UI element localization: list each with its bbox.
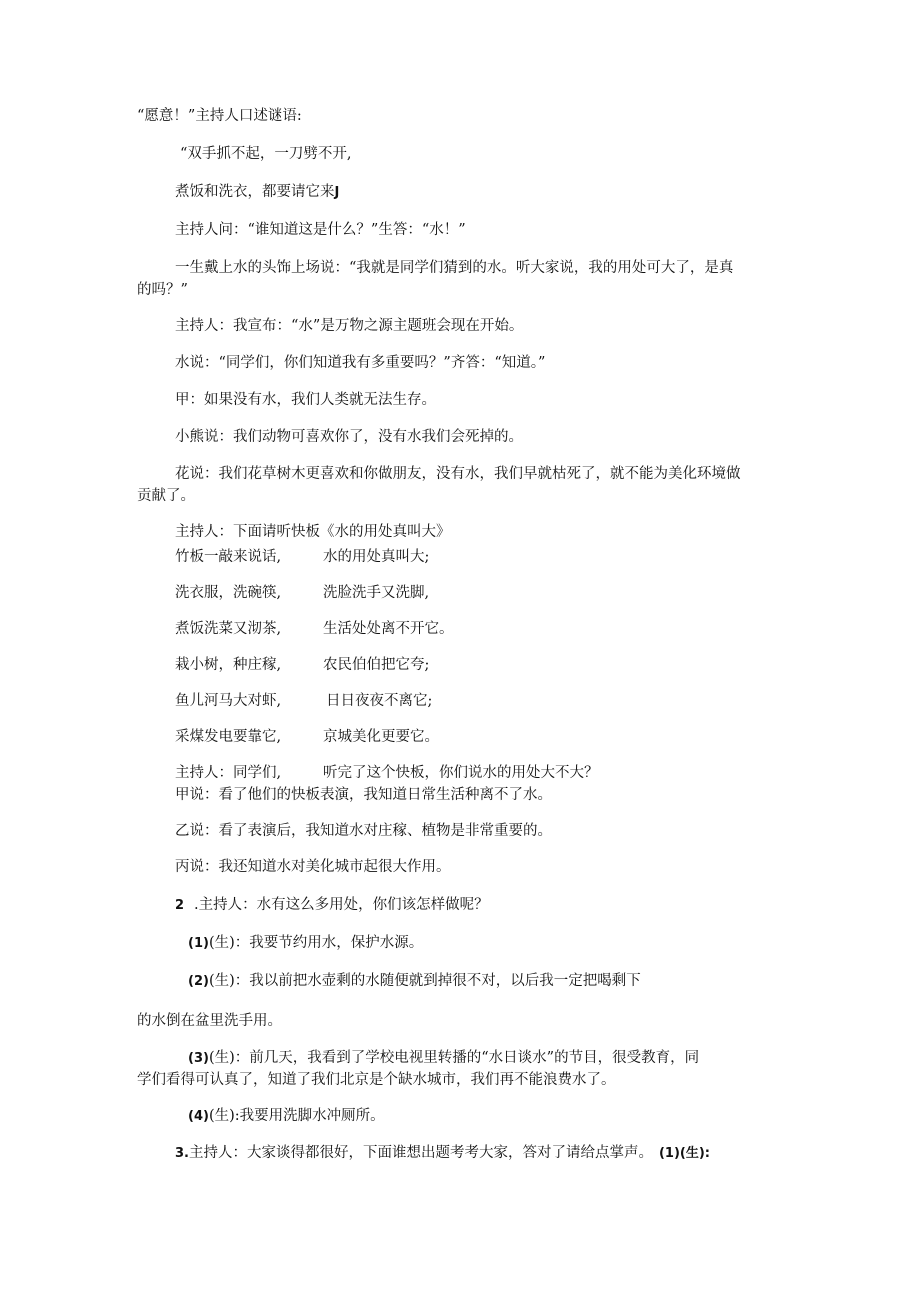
paragraph-host-announce: 主持人：我宣布：“水”是万物之源主题班会现在开始。 [175, 318, 524, 334]
clapper-row [175, 583, 430, 603]
clapper-row [175, 727, 439, 747]
clapper-row [175, 619, 454, 639]
section-number: 2 [175, 898, 185, 913]
answer-number: (4) [188, 1109, 209, 1124]
paragraph-section-2 [175, 895, 489, 916]
clapper-left: 鱼儿河马大对虾, [175, 693, 282, 709]
clapper-left: 洗衣服，洗碗筷, [175, 585, 282, 601]
paragraph-bing-says: 丙说：我还知道水对美化城市起很大作用。 [175, 859, 451, 875]
section-number: 3. [175, 1146, 189, 1161]
clapper-left: 煮饭洗菜又沏茶, [175, 621, 282, 637]
paragraph-jia-says: 甲说：看了他们的快板表演，我知道日常生活种离不了水。 [175, 787, 552, 803]
clapper-right: 水的用处真叫大; [323, 549, 430, 565]
clapper-row [175, 547, 430, 567]
clapper-left: 竹板一敲来说话, [175, 549, 282, 565]
paragraph-answer-2-line-1 [188, 971, 641, 992]
clapper-left: 栽小树，种庄稼, [175, 657, 282, 673]
riddle-line-2-mark: J [334, 185, 340, 200]
answer-text: (生)：我以前把水壶剩的水随便就到掉很不对，以后我一定把喝剩下 [208, 973, 641, 989]
paragraph-host-clapper-intro: 主持人：下面请听快板《水的用处真叫大》 [175, 524, 451, 540]
paragraph-yi-says: 乙说：看了表演后，我知道水对庄稼、植物是非常重要的。 [175, 823, 552, 839]
clapper-right: 京城美化更要它。 [323, 729, 439, 745]
section-text: 主持人：大家谈得都很好，下面谁想出题考考大家，答对了请给点掌声。 [188, 1145, 653, 1161]
riddle-line-2-text: 煮饭和洗衣，都要请它来 [175, 184, 335, 200]
paragraph-section-3 [175, 1143, 710, 1164]
clapper-row [175, 763, 599, 783]
clapper-left: 主持人：同学们, [175, 765, 282, 781]
paragraph-host-question: 主持人问：“谁知道这是什么？”生答：“水！” [175, 222, 466, 238]
answer-number: (2) [188, 974, 209, 989]
section-text: .主持人：水有这么多用处，你们该怎样做呢？ [194, 897, 489, 913]
answer-text: (生)：前几天，我看到了学校电视里转播的“水日谈水”的节目，很受教育，同 [208, 1050, 700, 1066]
paragraph-flower-line-2: 贡献了。 [137, 488, 195, 504]
answer-number: (3) [188, 1051, 209, 1066]
answer-speaker: (生) [208, 1108, 235, 1124]
answer-text: :我要用洗脚水冲厕所。 [234, 1108, 385, 1124]
paragraph-answer-1 [188, 933, 423, 954]
answer-number: (1) [188, 936, 209, 951]
paragraph-water-entrance-line-2: 的吗？” [137, 282, 188, 298]
paragraph-answer-3-line-1 [188, 1048, 699, 1069]
paragraph-riddle-intro: “愿意！”主持人口述谜语: [137, 108, 302, 124]
paragraph-answer-4 [188, 1106, 385, 1127]
paragraph-water-entrance-line-1: 一生戴上水的头饰上场说：“我就是同学们猜到的水。听大家说，我的用处可大了，是真 [175, 260, 734, 276]
clapper-left: 采煤发电要靠它, [175, 729, 282, 745]
paragraph-riddle-line-2 [175, 182, 339, 203]
section-tail: (1)(生): [658, 1146, 710, 1161]
clapper-row [175, 655, 430, 675]
clapper-right: 农民伯伯把它夸; [323, 657, 430, 673]
paragraph-flower-line-1: 花说：我们花草树木更喜欢和你做朋友，没有水，我们早就枯死了，就不能为美化环境做 [175, 466, 741, 482]
clapper-right: 听完了这个快板，你们说水的用处大不大？ [323, 765, 599, 781]
clapper-right: 生活处处离不开它。 [323, 621, 454, 637]
paragraph-answer-3-line-2: 学们看得可认真了，知道了我们北京是个缺水城市，我们再不能浪费水了。 [137, 1072, 616, 1088]
paragraph-riddle-line-1: “双手抓不起，一刀劈不开, [180, 146, 352, 162]
paragraph-answer-2-line-2: 的水倒在盆里洗手用。 [137, 1013, 282, 1029]
paragraph-bear: 小熊说：我们动物可喜欢你了，没有水我们会死掉的。 [175, 429, 523, 445]
paragraph-water-says: 水说：“同学们，你们知道我有多重要吗？”齐答：“知道。” [175, 355, 546, 371]
clapper-right: 洗脸洗手又洗脚, [323, 585, 430, 601]
paragraph-jia: 甲：如果没有水，我们人类就无法生存。 [175, 392, 436, 408]
clapper-right: 日日夜夜不离它; [326, 693, 433, 709]
clapper-row [175, 691, 433, 711]
answer-text: (生)：我要节约用水，保护水源。 [208, 935, 424, 951]
